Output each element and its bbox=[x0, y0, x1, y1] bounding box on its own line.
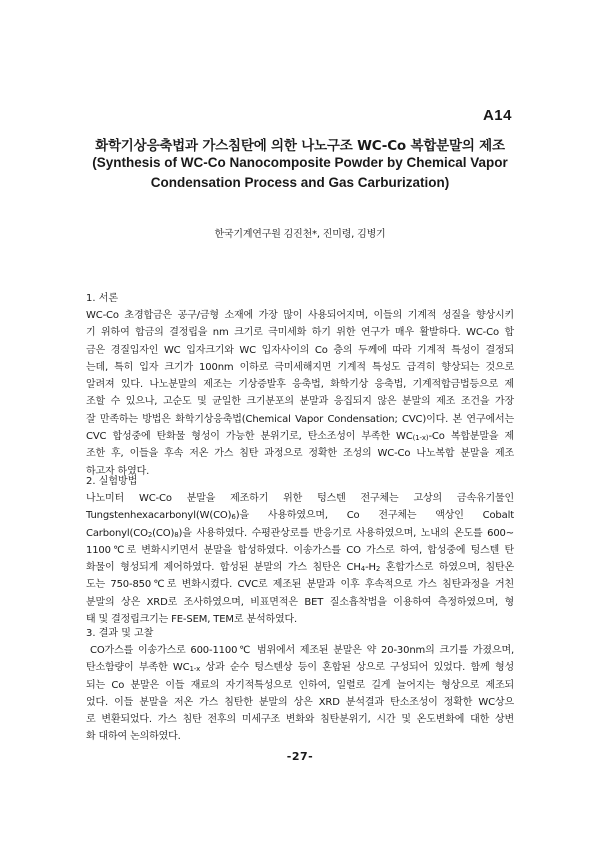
text-line: 었다. 이들 분말을 저온 가스 침탄한 분말의 상은 XRD 분석결과 탄소조성이 정확한 WC상으 bbox=[86, 696, 514, 708]
text-line: Carbonyl(CO2(CO)8)을 사용하였다. 수평관상로를 반응기로 사용하였으며, 노내의 온도를 600~ bbox=[86, 527, 514, 539]
text-line: 분말의 상은 XRD로 조사하였으며, 비표면적은 BET 질소흡착법을 이용하여 측정하였으며, 형 bbox=[86, 596, 514, 608]
text-line: 화 대하여 논의하였다. bbox=[86, 731, 181, 743]
text-line: Tungstenhexacarbonyl(W(CO)6)을 사용하였으며, Co 전구체는 액상인 Cobalt bbox=[86, 510, 514, 522]
authors: 한국기계연구원 김진천*, 진미령, 김병기 bbox=[214, 229, 386, 240]
section-results bbox=[86, 624, 514, 746]
text-line: 잘 만족하는 방법은 화학기상응축법(Chemical Vapor Condensation; CVC)이다. 본 연구에서는 bbox=[86, 413, 514, 425]
text-line: 알려져 있다. 나노분말의 제조는 기상증발후 응축법, 화학기상 응축법, 기계적합금법등으로 제 bbox=[86, 379, 514, 391]
text-line: CVC 합성중에 탄화물 형성이 가능한 분위기로, 탄소조성이 부족한 WC(1-x)-Co 복합분말을 제 bbox=[86, 431, 514, 443]
page-number: -27- bbox=[286, 750, 314, 763]
section-heading: 1. 서론 bbox=[86, 293, 119, 304]
text-line: 조할 수 있으나, 고순도 및 균일한 크기분포의 분말과 응집되지 않은 분말의 제조 조건을 가장 bbox=[86, 396, 514, 408]
section-heading: 3. 결과 및 고찰 bbox=[86, 628, 154, 639]
section-methods bbox=[86, 472, 514, 628]
paper-code: A14 bbox=[482, 107, 512, 124]
text-line: 로 변환되었다. 가스 침탄 전후의 미세구조 변화와 침탄분위기, 시간 및 온도변화에 대한 상변 bbox=[86, 714, 514, 726]
text-line: 나노미터 WC-Co 분말을 제조하기 위한 텅스텐 전구체는 고상의 금속유기물인 bbox=[86, 493, 514, 504]
text-line: 금은 경질입자인 WC 입자크기와 WC 입자사이의 Co 층의 두께에 따라 기계적 특성이 결정되 bbox=[86, 344, 514, 356]
section-body bbox=[86, 642, 514, 746]
text-line: 1100℃로 변화시키면서 분말을 합성하였다. 이송가스를 CO 가스로 하여, 합성중에 텅스텐 탄 bbox=[86, 544, 514, 556]
section-introduction bbox=[86, 289, 514, 480]
title-korean: 화학기상응축법과 가스침탄에 의한 나노구조 WC-Co 복합분말의 제조 bbox=[95, 138, 505, 154]
section-heading: 2. 실험방법 bbox=[86, 476, 138, 487]
text-line: 조한 후, 이들을 후속 저온 가스 침탄 과정으로 정확한 조성의 WC-Co 나노복합 분말을 제조 bbox=[86, 448, 514, 460]
text-line: CO가스를 이송가스로 600-1100℃ 범위에서 제조된 분말은 약 20-30nm의 크기를 가졌으며, bbox=[90, 645, 514, 656]
text-line: 화물이 형성되게 제어하였다. 합성된 분말의 가스 침탄은 CH4-H2 혼합가스로 하였으며, 침탄온 bbox=[86, 562, 514, 574]
section-body bbox=[86, 307, 514, 480]
text-line: 는데, 특히 입자 크기가 100nm 이하로 극미세해지면 기계적 특성도 급격히 향상되는 것으로 bbox=[86, 361, 514, 373]
title-english-line-1: (Synthesis of WC-Co Nanocomposite Powder by Chemical Vapor bbox=[92, 155, 508, 170]
text-line: 도는 750-850℃로 변화시켰다. CVC로 제조된 분말과 이후 후속적으로 가스 침탄과정을 거친 bbox=[86, 579, 514, 591]
text-line: WC-Co 초경합금은 공구/금형 소재에 가장 많이 사용되어지며, 이들의 기계적 성질을 향상시키 bbox=[86, 310, 514, 321]
text-line: 기 위하여 합금의 결정립을 nm 크기로 극미세화 하기 위한 연구가 매우 활발하다. WC-Co 합 bbox=[86, 327, 514, 339]
text-line: 탄소함량이 부족한 WC1-x 상과 순수 텅스텐상 등이 혼합된 상으로 구성되어 있었다. 함께 형성 bbox=[86, 662, 514, 674]
text-line: 태 및 결정립크기는 FE-SEM, TEM로 분석하였다. bbox=[86, 614, 298, 626]
text-line: 되는 Co 분말은 이들 재료의 자기적특성으로 인하여, 일렬로 길게 늘어지는 형상으로 제조되 bbox=[86, 679, 514, 691]
title-english-line-2: Condensation Process and Gas Carburization) bbox=[150, 175, 450, 190]
text-line: 하고자 하였다. bbox=[86, 465, 150, 477]
section-body bbox=[86, 490, 514, 628]
